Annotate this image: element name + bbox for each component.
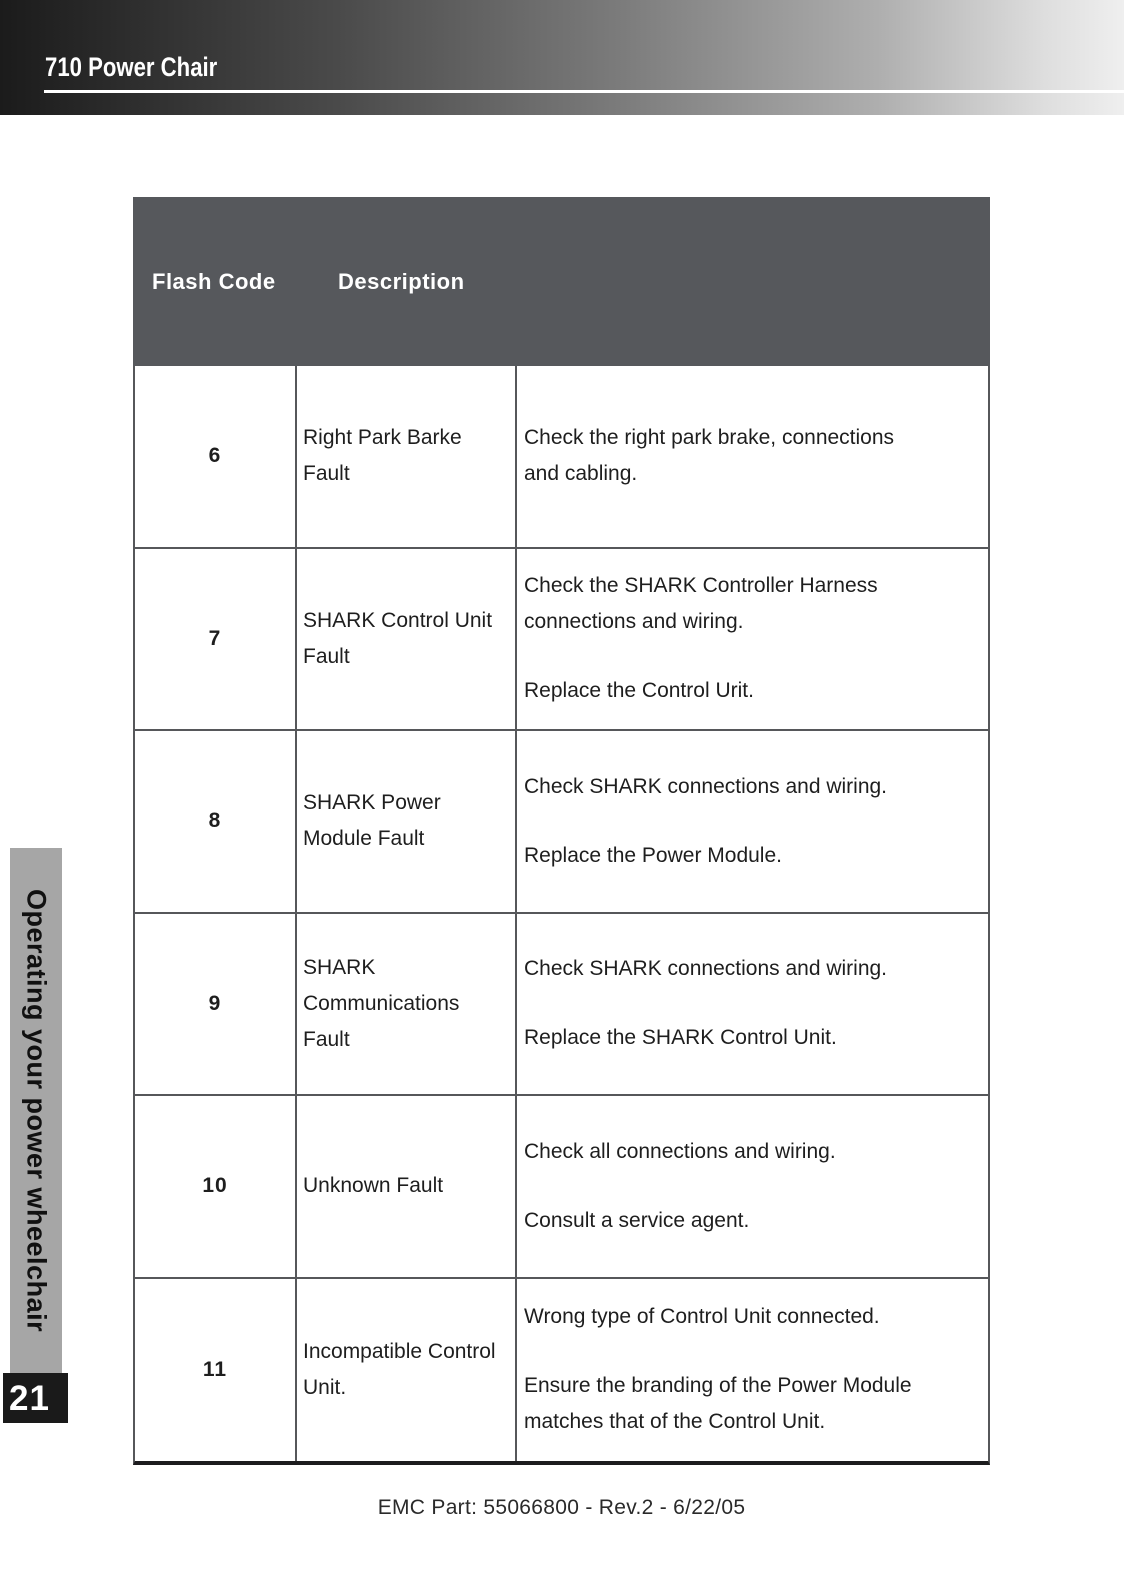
fault-name: Incompatible Control Unit. (303, 1339, 496, 1399)
sidebar-section-label: Operating your power wheelchair (21, 888, 52, 1333)
flash-code-cell (135, 1279, 297, 1462)
fault-name-cell (297, 1279, 517, 1462)
flash-code-cell (135, 731, 297, 912)
flash-code-value: 6 (208, 444, 222, 468)
fault-action: Check the SHARK Controller Harness connections and wiring. (524, 574, 878, 634)
fault-action-cell (517, 1279, 988, 1462)
fault-action: Replace the Power Module. (524, 843, 782, 867)
column-header-description: Description (338, 268, 465, 294)
fault-name: SHARK Control Unit Fault (303, 608, 493, 668)
fault-action: Wrong type of Control Unit connected. (524, 1305, 880, 1329)
fault-action-cell (517, 549, 988, 730)
fault-action-cell (517, 731, 988, 912)
fault-name-cell (297, 1096, 517, 1277)
table-row (135, 1096, 988, 1279)
fault-name: Unknown Fault (303, 1174, 444, 1198)
fault-action-cell (517, 366, 988, 547)
fault-action: Replace the Control Urit. (524, 679, 754, 703)
sidebar-section-bar (10, 848, 62, 1373)
fault-action: Check all connections and wiring. (524, 1139, 836, 1163)
fault-action: Ensure the branding of the Power Module matches that of the Control Unit. (524, 1374, 912, 1434)
fault-name-cell (297, 366, 517, 547)
flash-code-value: 11 (202, 1357, 228, 1381)
fault-action: Check SHARK connections and wiring. (524, 774, 888, 798)
flash-code-cell (135, 914, 297, 1095)
flash-code-value: 7 (208, 626, 222, 650)
fault-name: SHARK Communications Fault (303, 955, 460, 1051)
page-header-banner (0, 0, 1124, 115)
fault-action-cell (517, 1096, 988, 1277)
fault-action: Check SHARK connections and wiring. (524, 957, 888, 981)
footer-part-number: EMC Part: 55066800 - Rev.2 - 6/22/05 (377, 1496, 746, 1519)
header-divider-line (44, 90, 1124, 93)
fault-name-cell (297, 549, 517, 730)
fault-name-cell (297, 731, 517, 912)
fault-name: Right Park Barke Fault (303, 426, 462, 486)
fault-action: Replace the SHARK Control Unit. (524, 1026, 837, 1050)
fault-name-cell (297, 914, 517, 1095)
page-number: 21 (9, 1378, 50, 1418)
fault-action: Consult a service agent. (524, 1208, 750, 1232)
flash-code-value: 10 (202, 1174, 228, 1198)
table-header-row (133, 197, 990, 366)
flash-code-cell (135, 549, 297, 730)
fault-action: Check the right park brake, connections and cabling. (524, 426, 895, 486)
page-number-box (3, 1373, 68, 1423)
table-row (135, 731, 988, 914)
column-header-flash-code: Flash Code (152, 268, 276, 294)
fault-name: SHARK Power Module Fault (303, 791, 441, 851)
table-body (133, 366, 990, 1465)
table-row (135, 914, 988, 1097)
table-row (135, 549, 988, 732)
flash-code-value: 9 (208, 991, 222, 1015)
table-row (135, 366, 988, 549)
flash-code-cell (135, 1096, 297, 1277)
flash-code-table (133, 197, 990, 1465)
fault-action-cell (517, 914, 988, 1095)
page-title: 710 Power Chair (45, 52, 218, 82)
flash-code-cell (135, 366, 297, 547)
flash-code-value: 8 (208, 809, 222, 833)
table-row (135, 1279, 988, 1462)
